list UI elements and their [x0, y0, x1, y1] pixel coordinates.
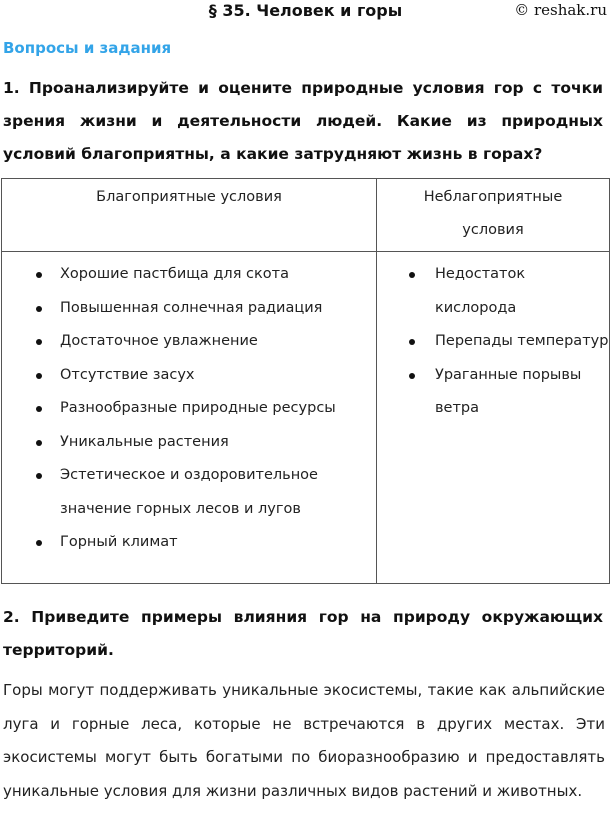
list-item: Недостаток кислорода	[377, 258, 609, 325]
list-item: Уникальные растения	[2, 426, 376, 460]
table-header-row	[2, 179, 610, 252]
header-unfavorable: Неблагоприятные условия	[377, 179, 610, 252]
unfavorable-cell	[377, 252, 610, 584]
question-1: 1. Проанализируйте и оцените природные условия гор с точки зрения жизни и деятельности людей. Какие из природных условий благоприятны, а какие затрудняют жизнь в горах?	[3, 79, 603, 163]
unfavorable-list	[377, 252, 609, 426]
source-label: © reshak.ru	[514, 1, 607, 19]
list-item: Разнообразные природные ресурсы	[2, 392, 376, 426]
list-item: Эстетическое и оздоровительное значение горных лесов и лугов	[2, 459, 376, 526]
table-row	[2, 252, 610, 584]
list-item: Отсутствие засух	[2, 359, 376, 393]
answer-2: Горы могут поддерживать уникальные экосистемы, такие как альпийские луга и горные леса, которые не встречаются в других местах. Эти экосистемы могут быть богатыми по биоразнообразию и предоставлять уникальные условия для жизни различных видов растений и животных.	[3, 681, 605, 800]
list-item: Хорошие пастбища для скота	[2, 258, 376, 292]
conditions-table	[1, 178, 610, 584]
header-favorable: Благоприятные условия	[2, 179, 377, 252]
favorable-list	[2, 252, 376, 560]
page-title: § 35. Человек и горы	[208, 1, 403, 20]
list-item: Ураганные порывы ветра	[377, 359, 609, 426]
list-item: Повышенная солнечная радиация	[2, 292, 376, 326]
list-item: Достаточное увлажнение	[2, 325, 376, 359]
question-2: 2. Приведите примеры влияния гор на природу окружающих территорий.	[3, 608, 603, 659]
section-heading: Вопросы и задания	[3, 39, 172, 57]
favorable-cell	[2, 252, 377, 584]
list-item: Перепады температур	[377, 325, 609, 359]
list-item: Горный климат	[2, 526, 376, 560]
